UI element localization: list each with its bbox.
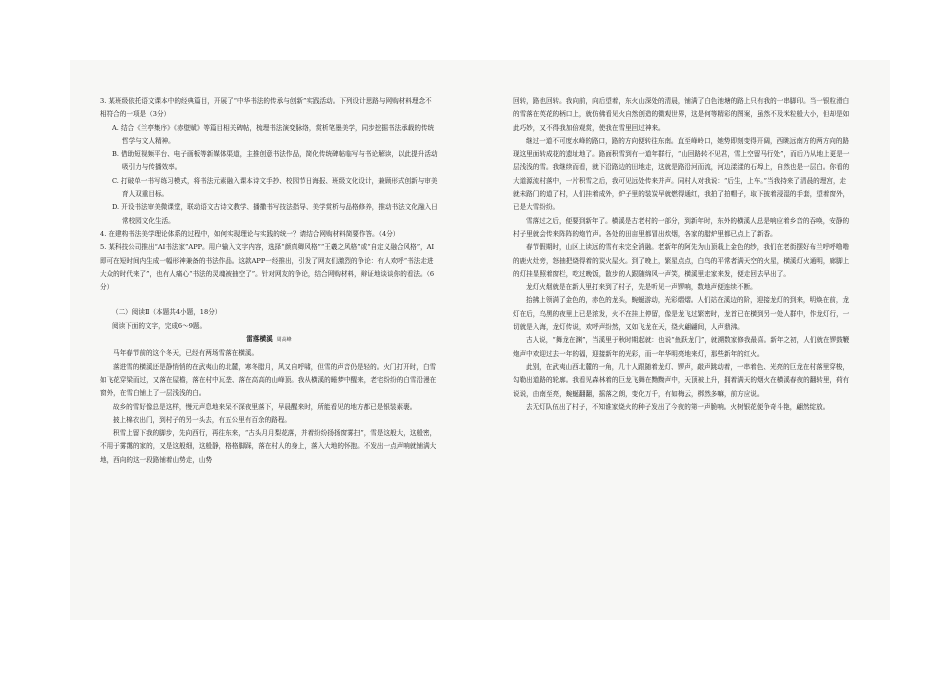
section-heading: （二）阅读Ⅱ（本题共4小题，18分） <box>112 308 222 317</box>
question-5 <box>100 241 438 294</box>
paragraph: 积雪上留下我的脚步，先向西行，再往东来，“古头月月梨花落，并着纷纷扬扬窗雾扫”，雪是这般大，这般密，不用于雾霭的家的，又是这般细，这般静，格格脚踩，落在村人的身上，落入大地的怀抱。不发出一点声响就铺满大地，西向的这一段路铺着山势走，山势 <box>100 429 437 464</box>
section-instruction: 阅读下面的文字，完成6～9题。 <box>112 321 207 330</box>
option-b: B. 借助短视频平台、电子画板等新媒体渠道，主推创意书法作品，简化传统碑帖临写与书论解读，以此提升活动吸引力与传播效率。 <box>112 150 438 172</box>
paragraph: 龙灯火烟就是在新人里打来到了村子，先是听见一声锣响，数地声便连续不断。 <box>526 283 757 292</box>
option-a: A. 结合《兰亭集序》《赤壁赋》等篇目相关碑帖，梳理书法演变脉络，赏析笔墨美学，同步挖掘书法承载的传统哲学与文人精神。 <box>112 123 435 145</box>
question-4 <box>100 228 438 241</box>
question-3 <box>100 95 438 228</box>
question-stem: 3. 某班级依托语文课本中的经典篇目，开展了“中华书法的传承与创新”实践活动。下列设计思路与网购材料理念不相符合的一项是（3分） <box>100 97 432 119</box>
paragraph: 古人说，“舞龙在渊”，当溪里于秋时期起就：也说“鱼跃龙门”，就溯数家修我最喜。新年之初，人们就在锣鼓鞭炮声中欢迎过去一年的福，迎接新年的光彩，而一年华明亮地来灯，那些新年的红火。 <box>513 336 850 358</box>
paragraph: 继过一道不可度水峰的路口，路的方向便转往东南。直至峰岭口，她势即刻变得开阔，西眺远南方的两方向的路现这里面转成花的遗址地了。路面积雪到有一道年群行，“山回路转不见君，雪上空留马行处”，而后乃从地上更是一层浅浅的雪。我继续而看，就下沿路边的田地走，这就是路沿河而流，河边漾漾的石埠上，自然也是一层白。你看的大道源流村落中，一片积雪之后，我可见远处传来并声。同村人对我说：“后生，上车。”当我持来了清晨的理宫，走就未路门的道了村，人们挂着成外，炉子里的装炭早就燃得通红，我拍了拍帽子，取下披着浸湿的手套，望着窗外，已是大雪纷纷。 <box>513 136 850 212</box>
story-author: 周高峰 <box>276 337 292 344</box>
paragraph: 抬拂上领满了金色的，赤色的龙头，蜿蜒游动，光彩熠熠。人们站在溪边的阶，迎接龙灯的到来，明焕在前，龙灯在后，乌黑的夜里上已是浓发，火不在挂上停留，像是龙飞过繁密时，龙首已在横到另一处人群中，作龙灯行，一切就是入海，龙灯传说，欢呼声纷然，又如飞龙在天，绕火翩翩间，人声鼎沸。 <box>513 296 850 332</box>
left-column <box>100 95 438 467</box>
paragraph: 春节假期时，山区上读远的雪有未完全消融。老新年的阿先为山顶栽上金色的纱，我们在老街摆好布兰呼呼噜噜的鹿火灶旁，怒抽把烧得着的炭火屋火。到了晚上，繁星点点，白鸟的平常者满天空的火星，横溪灯火通明，廊脚上的灯挂显照着窗栏，吃过晚饭，散步的人跟随绵风一声笑，横溪里走家来发，便走回去早出了。 <box>513 243 850 278</box>
option-c: C. 打破单一书写练习模式，将书法元素融入课本诗文手抄、校园节日海报、班级文化设计，兼顾形式创新与审美育人双重目标。 <box>112 176 438 199</box>
paragraph: 披上棉衣出门，到村子的另一头去，有五公里有百余的路程。 <box>113 415 292 424</box>
paragraph: 雪落过之后，便要到新年了。横溪是古老村的一部分，到新年时，东外的横溪人总是响应着乡音的吞唤，安静的村子里就会传来阵阵的炮竹声。各处的田亩里都冒出炊烟，各家的腊炉里都已点上了新香。 <box>513 216 850 238</box>
question-stem: 5. 某科技公司推出“AI书法家”APP。用户输入文字内容，选择“颜真卿风格”“王羲之风格”或“自定义融合风格”，AI即可在短时间内生成一幅形神兼备的书法作品。这款APP一经推出，引发了网友们激烈的争论：有人欢呼“书法走进大众的时代来了”，也有人痛心“书法的灵魂被抽空了”。针对网友的争论，结合网购材料，辩证地谈谈你的看法。（6分） <box>100 243 435 292</box>
paragraph: 落进雪的横溪还是静悄悄的在武夷山的北麓，寒冬腊月，风又自呼啸，但雪的声音仍是轻的。火门打开时，白雪如飞花穿梁而过，又落在屋檐，落在村中瓦垄、落在高高的山峰顶。我从横溪的睡梦中醒来，老宅纷纷的白雪沿漫在窗外，在雪白铺上了一层浅浅的白。 <box>100 362 437 398</box>
option-d: D. 开设书法审美微课堂，联动语文古诗文教学、播撒书写技法指导、美学赏析与品格修养，推动书法文化融入日常校园文化生活。 <box>112 203 438 225</box>
paragraph: 此别，在武夷山西北麓的一角，几十人跟随着龙灯、锣声，敲声跳动着，一串着色、光亮的巨龙在村落里穿梭，勾勒出道路的轮廓。我看见森林着的巨龙飞舞在黝黝声中，天顶被上升，拥着满天的烟火在横溪春夜的翻转里，荷有说说，由南至亮，蜿蜒翻翻，摇落之朗，变化万千，有如梅云，梆然多嘛，前方应说。 <box>513 362 850 398</box>
story-title: 雷落横溪 <box>246 335 273 344</box>
right-column <box>513 95 851 414</box>
paragraph: 故乡的雪好像总是这样，慢元声息地来呆不深夜里落下，早晨醒来时，所能看见的地方都已是银装素裹。 <box>113 402 417 411</box>
spacer <box>100 294 438 306</box>
question-stem: 4. 在建构书法美学理论体系的过程中，如何实现理论与实践的统一？请结合网购材料简要作答。（4分） <box>100 229 400 238</box>
paragraph: 去无灯队伍出了村子，不知谁家烧火的种子发出了今夜的第一声脆响。火树银花便争奇斗艳，翩然绽放。 <box>526 402 830 411</box>
paragraph: 马年春节前的这个冬天，已经有两场雪落在横溪。 <box>113 349 259 358</box>
story-header <box>100 333 438 347</box>
paragraph: 回转，路也回转。我向前，向后望着，东火山深处的清晨，铺满了白色池塘的路上只有我的一串脚印。当一银粒滑白的雪落在英花的柄口上，就仿佛看见火自然创造的微观世界，这是何等精彩的图案，虽然不及米粒般大小，但却是如此巧妙，又不得我加倍观赏，使我在雪里回过神来。 <box>513 97 850 132</box>
